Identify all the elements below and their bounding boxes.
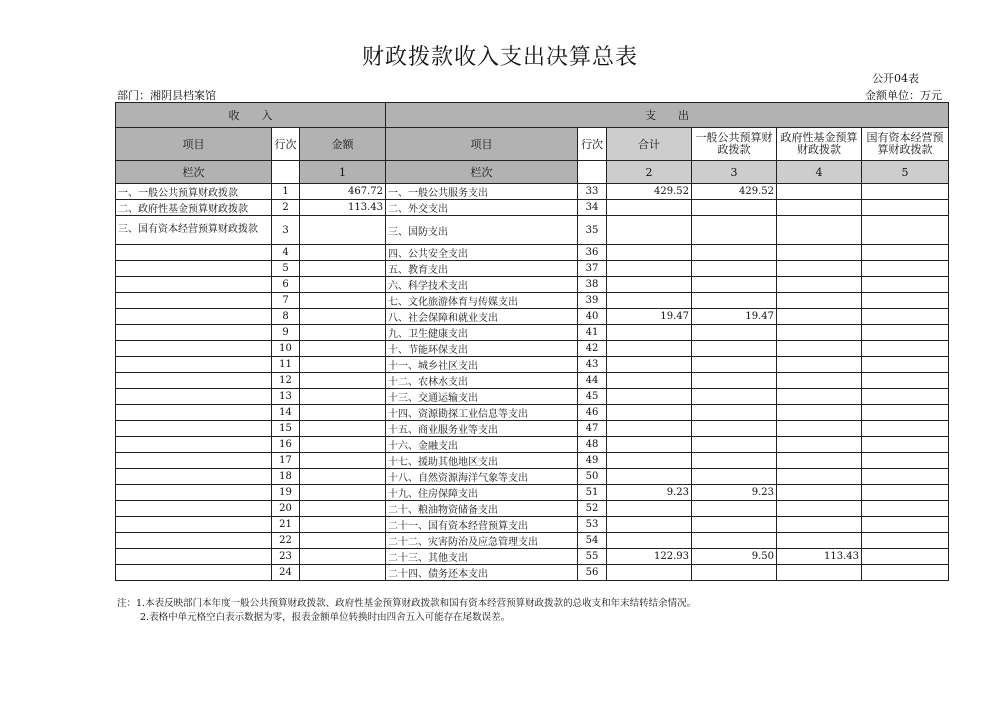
table-row [116, 309, 949, 325]
income-amount-cell [300, 485, 386, 501]
income-amount-cell [300, 533, 386, 549]
general-budget-cell [692, 421, 777, 437]
expense-item-cell: 七、文化旅游体育与传媒支出 [386, 293, 578, 309]
expense-row-no-cell: 43 [578, 357, 607, 373]
table-row [116, 245, 949, 261]
income-item-cell [116, 389, 272, 405]
total-cell [607, 421, 692, 437]
expense-row-no-cell: 56 [578, 565, 607, 581]
income-row-no-cell: 15 [272, 421, 300, 437]
fund-budget-cell [777, 325, 862, 341]
fund-budget-cell [777, 373, 862, 389]
expense-item-cell: 十九、住房保障支出 [386, 485, 578, 501]
expense-item-cell: 十三、交通运输支出 [386, 389, 578, 405]
general-budget-cell: 9.23 [692, 485, 777, 501]
expense-header: 支 出 [386, 103, 949, 128]
income-item-cell [116, 309, 272, 325]
income-row-no-cell: 6 [272, 277, 300, 293]
total-cell [607, 437, 692, 453]
income-row-no-cell: 12 [272, 373, 300, 389]
total-cell [607, 469, 692, 485]
expense-row-no-cell: 37 [578, 261, 607, 277]
table-row [116, 549, 949, 565]
general-budget-cell [692, 389, 777, 405]
income-row-no-cell: 7 [272, 293, 300, 309]
total-cell: 9.23 [607, 485, 692, 501]
income-item-cell [116, 357, 272, 373]
income-row-no-cell: 8 [272, 309, 300, 325]
fund-budget-cell [777, 245, 862, 261]
income-row-no-cell: 21 [272, 517, 300, 533]
expense-row-no-cell: 52 [578, 501, 607, 517]
expense-item-cell: 二、外交支出 [386, 200, 578, 216]
fund-budget-cell [777, 277, 862, 293]
report-title: 财政拨款收入支出决算总表 [361, 45, 638, 70]
income-row-no-cell: 20 [272, 501, 300, 517]
income-item-cell [116, 453, 272, 469]
total-cell [607, 216, 692, 245]
general-budget-cell [692, 293, 777, 309]
expense-row-no-cell: 53 [578, 517, 607, 533]
expense-item-header: 项目 [386, 128, 578, 161]
expense-row-no-cell: 39 [578, 293, 607, 309]
fund-budget-cell [777, 200, 862, 216]
state-capital-cell [862, 549, 949, 565]
income-item-cell [116, 485, 272, 501]
expense-col-label: 栏次 [386, 161, 578, 184]
expense-row-no-cell: 35 [578, 216, 607, 245]
state-capital-cell [862, 277, 949, 293]
expense-item-cell: 二十一、国有资本经营预算支出 [386, 517, 578, 533]
total-cell [607, 389, 692, 405]
income-row-no-cell: 5 [272, 261, 300, 277]
income-item-cell [116, 517, 272, 533]
income-amount-cell [300, 405, 386, 421]
fund-budget-cell [777, 533, 862, 549]
expense-row-no-cell: 49 [578, 453, 607, 469]
income-amount-cell [300, 373, 386, 389]
state-capital-cell [862, 405, 949, 421]
table-body [116, 184, 949, 581]
income-item-cell [116, 501, 272, 517]
state-capital-cell [862, 309, 949, 325]
income-amount-cell [300, 261, 386, 277]
income-item-cell [116, 325, 272, 341]
table-row [116, 373, 949, 389]
expense-item-cell: 五、教育支出 [386, 261, 578, 277]
expense-item-cell: 二十三、其他支出 [386, 549, 578, 565]
fund-budget-cell [777, 389, 862, 405]
general-budget-cell: 19.47 [692, 309, 777, 325]
general-budget-cell [692, 453, 777, 469]
state-capital-cell [862, 437, 949, 453]
expense-item-cell: 十一、城乡社区支出 [386, 357, 578, 373]
general-budget-header: 一般公共预算财政拨款 [692, 128, 777, 161]
income-item-cell: 一、一般公共预算财政拨款 [116, 184, 272, 200]
expense-row-no-cell: 50 [578, 469, 607, 485]
table-row [116, 200, 949, 216]
income-row-no-cell: 18 [272, 469, 300, 485]
income-row-no-cell: 17 [272, 453, 300, 469]
general-budget-cell [692, 501, 777, 517]
total-cell [607, 405, 692, 421]
income-amount-cell [300, 501, 386, 517]
expense-row-no-cell: 38 [578, 277, 607, 293]
income-row-no-cell: 4 [272, 245, 300, 261]
income-row-no-cell: 1 [272, 184, 300, 200]
income-amount-cell [300, 357, 386, 373]
expense-col-blank [578, 161, 607, 184]
expense-row-no-header: 行次 [578, 128, 607, 161]
income-row-no-cell: 3 [272, 216, 300, 245]
expense-row-no-cell: 45 [578, 389, 607, 405]
expense-row-no-cell: 48 [578, 437, 607, 453]
state-capital-cell [862, 357, 949, 373]
general-budget-cell: 9.50 [692, 549, 777, 565]
state-capital-cell [862, 389, 949, 405]
income-item-cell: 二、政府性基金预算财政拨款 [116, 200, 272, 216]
income-amount-cell [300, 216, 386, 245]
income-amount-cell [300, 325, 386, 341]
fund-budget-cell [777, 357, 862, 373]
expense-col-4: 4 [777, 161, 862, 184]
department-label: 部门：湘阴县档案馆 [117, 89, 216, 102]
expense-row-no-cell: 46 [578, 405, 607, 421]
expense-row-no-cell: 42 [578, 341, 607, 357]
fund-budget-cell [777, 437, 862, 453]
state-capital-cell [862, 565, 949, 581]
total-cell [607, 341, 692, 357]
income-row-no-cell: 13 [272, 389, 300, 405]
expense-row-no-cell: 34 [578, 200, 607, 216]
income-amount-cell [300, 469, 386, 485]
income-amount-cell [300, 341, 386, 357]
general-budget-cell [692, 357, 777, 373]
fund-budget-cell [777, 261, 862, 277]
general-budget-cell [692, 405, 777, 421]
expense-row-no-cell: 40 [578, 309, 607, 325]
total-cell: 122.93 [607, 549, 692, 565]
expense-item-cell: 二十四、债务还本支出 [386, 565, 578, 581]
total-header: 合计 [607, 128, 692, 161]
income-item-cell [116, 293, 272, 309]
expense-item-cell: 十二、农林水支出 [386, 373, 578, 389]
income-header: 收 入 [116, 103, 386, 128]
expense-item-cell: 十八、自然资源海洋气象等支出 [386, 469, 578, 485]
total-cell [607, 261, 692, 277]
state-capital-cell [862, 517, 949, 533]
expense-col-2: 2 [607, 161, 692, 184]
expense-item-cell: 十五、商业服务业等支出 [386, 421, 578, 437]
fund-budget-cell [777, 485, 862, 501]
general-budget-cell [692, 437, 777, 453]
expense-item-cell: 二十二、灾害防治及应急管理支出 [386, 533, 578, 549]
table-row [116, 184, 949, 200]
income-amount-cell [300, 549, 386, 565]
fund-budget-cell [777, 341, 862, 357]
income-item-header: 项目 [116, 128, 272, 161]
expense-item-cell: 十七、援助其他地区支出 [386, 453, 578, 469]
table-row [116, 341, 949, 357]
income-col-label: 栏次 [116, 161, 272, 184]
total-cell: 429.52 [607, 184, 692, 200]
expense-row-no-cell: 36 [578, 245, 607, 261]
expense-item-cell: 一、一般公共服务支出 [386, 184, 578, 200]
income-item-cell [116, 405, 272, 421]
fund-budget-cell [777, 453, 862, 469]
income-amount-cell [300, 277, 386, 293]
income-amount-cell [300, 293, 386, 309]
income-item-cell [116, 533, 272, 549]
table-row [116, 421, 949, 437]
income-amount-cell [300, 421, 386, 437]
total-cell [607, 357, 692, 373]
total-cell [607, 245, 692, 261]
income-item-cell [116, 373, 272, 389]
form-number: 公开04表 [872, 72, 919, 85]
expense-row-no-cell: 44 [578, 373, 607, 389]
table-row [116, 405, 949, 421]
budget-summary-table [115, 102, 949, 581]
expense-item-cell: 八、社会保障和就业支出 [386, 309, 578, 325]
table-row [116, 565, 949, 581]
table-row [116, 469, 949, 485]
income-row-no-cell: 14 [272, 405, 300, 421]
general-budget-cell [692, 261, 777, 277]
state-capital-cell [862, 501, 949, 517]
income-amount-cell [300, 517, 386, 533]
expense-row-no-cell: 51 [578, 485, 607, 501]
fund-budget-cell: 113.43 [777, 549, 862, 565]
state-capital-cell [862, 293, 949, 309]
income-item-cell [116, 261, 272, 277]
general-budget-cell [692, 200, 777, 216]
income-item-cell [116, 437, 272, 453]
income-item-cell [116, 245, 272, 261]
total-cell [607, 453, 692, 469]
fund-budget-cell [777, 517, 862, 533]
fund-budget-cell [777, 309, 862, 325]
fund-budget-cell [777, 405, 862, 421]
state-capital-cell [862, 533, 949, 549]
expense-item-cell: 三、国防支出 [386, 216, 578, 245]
total-cell [607, 501, 692, 517]
expense-row-no-cell: 55 [578, 549, 607, 565]
state-capital-cell [862, 325, 949, 341]
general-budget-cell [692, 325, 777, 341]
income-item-cell [116, 549, 272, 565]
expense-col-5: 5 [862, 161, 949, 184]
state-capital-cell [862, 216, 949, 245]
fund-budget-cell [777, 565, 862, 581]
note-1: 注：1.本表反映部门本年度一般公共预算财政拨款、政府性基金预算财政拨款和国有资本经营预算财政拨款的总收支和年末结转结余情况。 [117, 598, 697, 609]
table-row [116, 293, 949, 309]
income-col-blank [272, 161, 300, 184]
general-budget-cell [692, 373, 777, 389]
fund-budget-header: 政府性基金预算财政拨款 [777, 128, 862, 161]
total-cell [607, 325, 692, 341]
income-item-cell: 三、国有资本经营预算财政拨款 [116, 216, 272, 245]
total-cell [607, 293, 692, 309]
total-cell [607, 373, 692, 389]
fund-budget-cell [777, 501, 862, 517]
state-capital-cell [862, 245, 949, 261]
expense-col-3: 3 [692, 161, 777, 184]
fund-budget-cell [777, 469, 862, 485]
total-cell: 19.47 [607, 309, 692, 325]
general-budget-cell [692, 277, 777, 293]
income-row-no-cell: 9 [272, 325, 300, 341]
income-amount-cell [300, 437, 386, 453]
income-amount-cell [300, 565, 386, 581]
income-row-no-cell: 2 [272, 200, 300, 216]
income-row-no-cell: 24 [272, 565, 300, 581]
total-cell [607, 565, 692, 581]
table-row [116, 453, 949, 469]
fund-budget-cell [777, 216, 862, 245]
table-row [116, 485, 949, 501]
expense-item-cell: 十、节能环保支出 [386, 341, 578, 357]
income-amount-cell: 467.72 [300, 184, 386, 200]
fund-budget-cell [777, 293, 862, 309]
table-row [116, 501, 949, 517]
general-budget-cell [692, 341, 777, 357]
state-capital-cell [862, 341, 949, 357]
state-capital-cell [862, 453, 949, 469]
state-capital-cell [862, 469, 949, 485]
expense-item-cell: 十四、资源勘探工业信息等支出 [386, 405, 578, 421]
income-amount-cell [300, 453, 386, 469]
state-capital-cell [862, 485, 949, 501]
table-row [116, 389, 949, 405]
fund-budget-cell [777, 184, 862, 200]
expense-item-cell: 四、公共安全支出 [386, 245, 578, 261]
table-row [116, 533, 949, 549]
total-cell [607, 517, 692, 533]
table-row [116, 325, 949, 341]
income-row-no-cell: 19 [272, 485, 300, 501]
fund-budget-cell [777, 421, 862, 437]
expense-row-no-cell: 33 [578, 184, 607, 200]
income-row-no-cell: 11 [272, 357, 300, 373]
income-amount-header: 金额 [300, 128, 386, 161]
total-cell [607, 533, 692, 549]
expense-row-no-cell: 54 [578, 533, 607, 549]
general-budget-cell [692, 216, 777, 245]
state-capital-cell [862, 421, 949, 437]
general-budget-cell [692, 565, 777, 581]
income-amount-cell [300, 245, 386, 261]
total-cell [607, 200, 692, 216]
income-row-no-cell: 16 [272, 437, 300, 453]
table-row [116, 357, 949, 373]
general-budget-cell: 429.52 [692, 184, 777, 200]
state-capital-header: 国有资本经营预算财政拨款 [862, 128, 949, 161]
total-cell [607, 277, 692, 293]
table-row [116, 216, 949, 245]
income-item-cell [116, 565, 272, 581]
state-capital-cell [862, 261, 949, 277]
income-item-cell [116, 341, 272, 357]
income-row-no-cell: 22 [272, 533, 300, 549]
general-budget-cell [692, 517, 777, 533]
income-row-no-header: 行次 [272, 128, 300, 161]
expense-row-no-cell: 47 [578, 421, 607, 437]
income-item-cell [116, 421, 272, 437]
footnotes [117, 597, 696, 625]
income-item-cell [116, 277, 272, 293]
table-row [116, 261, 949, 277]
expense-row-no-cell: 41 [578, 325, 607, 341]
state-capital-cell [862, 184, 949, 200]
general-budget-cell [692, 469, 777, 485]
expense-item-cell: 九、卫生健康支出 [386, 325, 578, 341]
income-item-cell [116, 469, 272, 485]
general-budget-cell [692, 245, 777, 261]
income-col-1: 1 [300, 161, 386, 184]
income-amount-cell [300, 389, 386, 405]
general-budget-cell [692, 533, 777, 549]
income-amount-cell [300, 309, 386, 325]
income-amount-cell: 113.43 [300, 200, 386, 216]
expense-item-cell: 十六、金融支出 [386, 437, 578, 453]
income-row-no-cell: 10 [272, 341, 300, 357]
expense-item-cell: 二十、粮油物资储备支出 [386, 501, 578, 517]
table-row [116, 437, 949, 453]
state-capital-cell [862, 200, 949, 216]
state-capital-cell [862, 373, 949, 389]
amount-unit-label: 金额单位：万元 [865, 89, 942, 102]
note-2: 2.表格中单元格空白表示数据为零，报表金额单位转换时由四舍五入可能存在尾数误差。 [140, 612, 511, 623]
expense-item-cell: 六、科学技术支出 [386, 277, 578, 293]
income-row-no-cell: 23 [272, 549, 300, 565]
table-row [116, 277, 949, 293]
table-row [116, 517, 949, 533]
